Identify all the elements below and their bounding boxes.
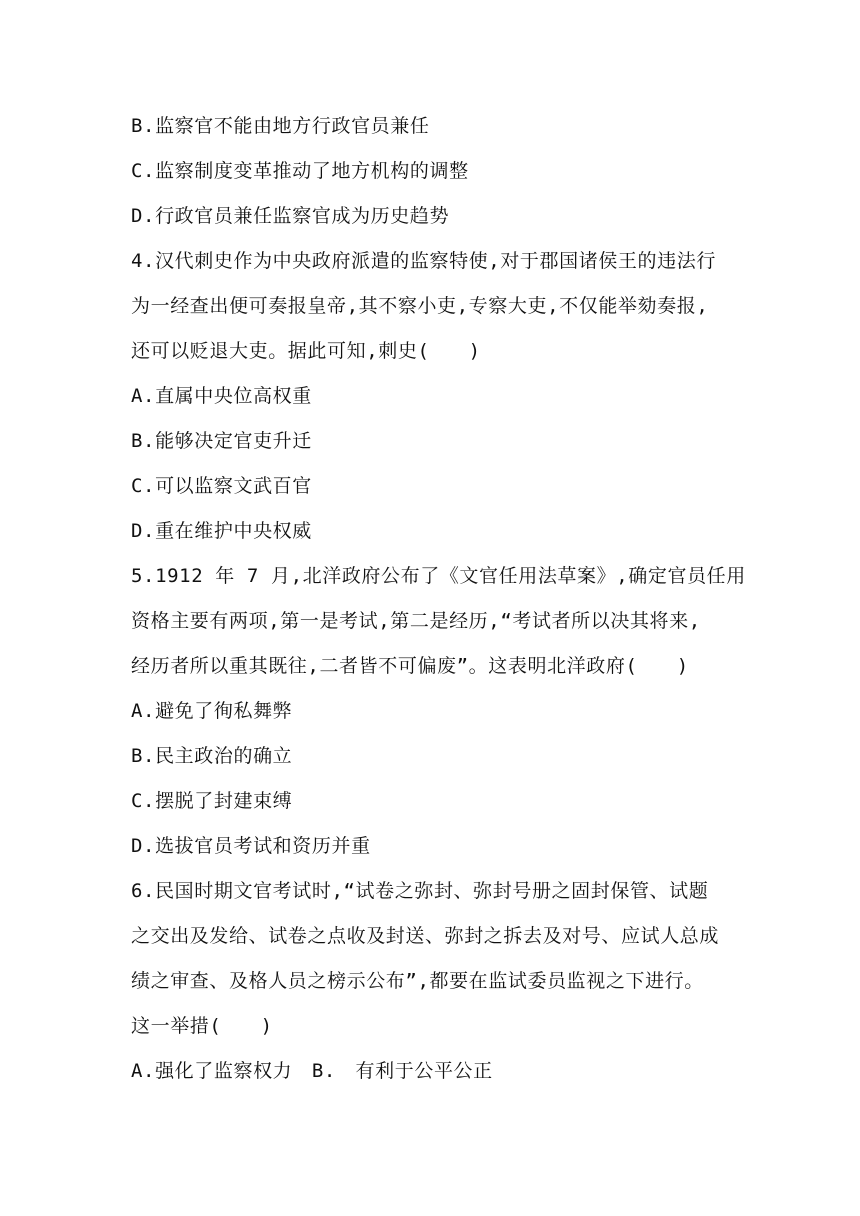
question-4-line-1: 4.汉代刺史作为中央政府派遣的监察特使,对于郡国诸侯王的违法行 <box>131 250 716 272</box>
question-6-line-4: 这一举措( ) <box>131 1015 273 1037</box>
option-d-q4: D.重在维护中央权威 <box>131 520 312 542</box>
option-b-q4: B.能够决定官吏升迁 <box>131 430 312 452</box>
option-c-q5: C.摆脱了封建束缚 <box>131 790 293 812</box>
question-6-line-1: 6.民国时期文官考试时,“试卷之弥封、弥封号册之固封保管、试题 <box>131 880 709 902</box>
option-d-q5: D.选拔官员考试和资历并重 <box>131 835 371 857</box>
question-4-line-2: 为一经查出便可奏报皇帝,其不察小吏,专察大吏,不仅能举劾奏报, <box>131 295 709 317</box>
options-ab-q6: A.强化了监察权力 B. 有利于公平公正 <box>131 1060 493 1082</box>
question-6-line-2: 之交出及发给、试卷之点收及封送、弥封之拆去及对号、应试人总成 <box>131 925 720 947</box>
option-c-q4: C.可以监察文武百官 <box>131 475 312 497</box>
option-d-q3: D.行政官员兼任监察官成为历史趋势 <box>131 205 450 227</box>
option-a-q4: A.直属中央位高权重 <box>131 385 312 407</box>
option-b-q5: B.民主政治的确立 <box>131 745 293 767</box>
option-c-q3: C.监察制度变革推动了地方机构的调整 <box>131 160 469 182</box>
question-6-line-3: 绩之审查、及格人员之榜示公布”,都要在监试委员监视之下进行。 <box>131 970 704 992</box>
option-b-q3: B.监察官不能由地方行政官员兼任 <box>131 115 430 137</box>
question-5-line-2: 资格主要有两项,第一是考试,第二是经历,“考试者所以决其将来, <box>131 610 701 632</box>
question-5-line-1: 5.1912 年 7 月,北洋政府公布了《文官任用法草案》,确定官员任用 <box>131 565 746 587</box>
option-a-q5: A.避免了徇私舞弊 <box>131 700 293 722</box>
question-4-line-3: 还可以贬退大吏。据此可知,刺史( ) <box>131 340 481 362</box>
question-5-line-3: 经历者所以重其既往,二者皆不可偏废”。这表明北洋政府( ) <box>131 655 689 677</box>
